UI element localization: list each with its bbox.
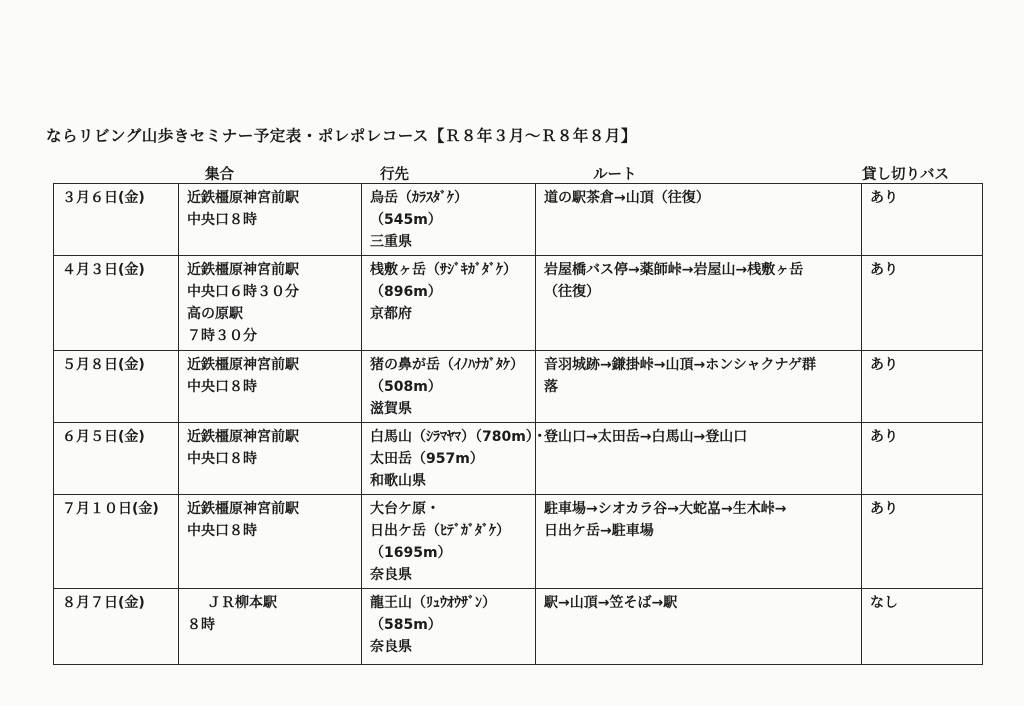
route-cell [536,495,862,589]
page-title: ならリビング山歩きセミナー予定表・ポレポレコース【Ｒ８年３月～Ｒ８年８月】 [46,127,637,145]
table-row [54,256,983,351]
bus-cell [862,495,983,589]
destination-cell [362,423,547,495]
meeting-line: 中央口８時 [187,451,257,467]
destination-line: 白馬山（ｼﾗﾏﾔﾏ）（780m）・ [370,429,547,445]
route-line: 岩屋橋バス停→薬師峠→岩屋山→桟敷ヶ岳 [544,262,804,278]
bus-cell [862,589,983,665]
meeting-line: ７時３０分 [187,328,257,344]
date-cell [54,184,179,256]
destination-line: 奈良県 [370,639,412,655]
destination-line: 大台ケ原・ [370,501,440,517]
date-cell [54,256,179,351]
destination-line: 滋賀県 [370,401,412,417]
destination-line: 猪の鼻が岳（ｲﾉﾊﾅｶﾞﾀｹ） [370,357,524,373]
bus-cell [862,256,983,351]
route-line: 音羽城跡→鎌掛峠→山頂→ホンシャクナゲ群 [544,357,817,373]
date-text: ６月５日(金) [62,429,145,445]
destination-line: 奈良県 [370,567,412,583]
meeting-line: 近鉄橿原神宮前駅 [187,190,299,206]
table-row [54,423,983,495]
destination-line: 龍王山（ﾘｭｳｵｳｻﾞﾝ） [370,595,496,611]
header-route: ルート [593,167,637,183]
destination-line: 烏岳（ｶﾗｽﾀﾞｹ） [370,190,468,206]
route-line: 日出ケ岳→駐車場 [544,523,654,539]
table-row [54,589,983,665]
meeting-cell [179,256,362,351]
date-cell [54,495,179,589]
destination-line: （508m） [370,379,442,395]
date-cell [54,351,179,423]
date-text: ５月８日(金) [62,357,145,373]
route-line: 駐車場→シオカラ谷→大蛇嵓→生木峠→ [544,501,787,517]
header-destination: 行先 [380,167,409,183]
table-row [54,495,983,589]
route-line: 駅→山頂→笠そば→駅 [544,595,678,611]
meeting-line: 中央口８時 [187,379,257,395]
meeting-line: 近鉄橿原神宮前駅 [187,429,299,445]
bus-value: あり [870,190,898,206]
bus-value: あり [870,429,898,445]
destination-cell [362,351,536,423]
meeting-line: 近鉄橿原神宮前駅 [187,262,299,278]
meeting-line: 近鉄橿原神宮前駅 [187,501,299,517]
meeting-line: ＪＲ柳本駅 [207,595,277,611]
bus-cell [862,184,983,256]
destination-line: 京都府 [370,306,412,322]
meeting-cell [179,351,362,423]
route-line: 落 [544,379,558,395]
route-cell [536,351,862,423]
route-cell [536,423,862,495]
bus-value: なし [870,595,898,611]
meeting-cell [179,589,362,665]
meeting-line: ８時 [187,617,215,633]
route-cell [536,589,862,665]
bus-value: あり [870,262,898,278]
date-text: ４月３日(金) [62,262,145,278]
destination-line: 太田岳（957m） [370,451,484,467]
meeting-cell [179,423,362,495]
route-line: 道の駅茶倉→山頂（往復） [544,190,710,206]
destination-line: 和歌山県 [370,473,426,489]
meeting-line: 中央口６時３０分 [187,284,299,300]
destination-cell [362,256,536,351]
bus-cell [862,351,983,423]
destination-cell [362,589,536,665]
meeting-line: 中央口８時 [187,212,257,228]
destination-line: （1695m） [370,545,452,561]
destination-line: 桟敷ヶ岳（ｻｼﾞｷｶﾞﾀﾞｹ） [370,262,517,278]
date-text: ８月７日(金) [62,595,145,611]
route-cell [536,256,862,351]
destination-line: （545m） [370,212,442,228]
header-meeting: 集合 [205,167,234,183]
table-row [54,184,983,256]
destination-line: （585m） [370,617,442,633]
bus-cell [862,423,983,495]
meeting-cell [179,495,362,589]
destination-cell [362,184,536,256]
date-cell [54,423,179,495]
destination-line: （896m） [370,284,442,300]
destination-line: 日出ケ岳（ﾋﾃﾞｶﾞﾀﾞｹ） [370,523,510,539]
date-text: ７月１０日(金) [62,501,159,517]
destination-cell [362,495,536,589]
meeting-cell [179,184,362,256]
meeting-line: 高の原駅 [187,306,243,322]
route-cell [536,184,862,256]
route-line: （往復） [544,284,600,300]
bus-value: あり [870,501,898,517]
header-bus: 貸し切りバス [862,167,949,183]
date-text: ３月６日(金) [62,190,145,206]
meeting-line: 近鉄橿原神宮前駅 [187,357,299,373]
route-line: 登山口→太田岳→白馬山→登山口 [544,429,748,445]
schedule-table [53,183,983,665]
meeting-line: 中央口８時 [187,523,257,539]
destination-line: 三重県 [370,234,412,250]
date-cell [54,589,179,665]
table-row [54,351,983,423]
bus-value: あり [870,357,898,373]
